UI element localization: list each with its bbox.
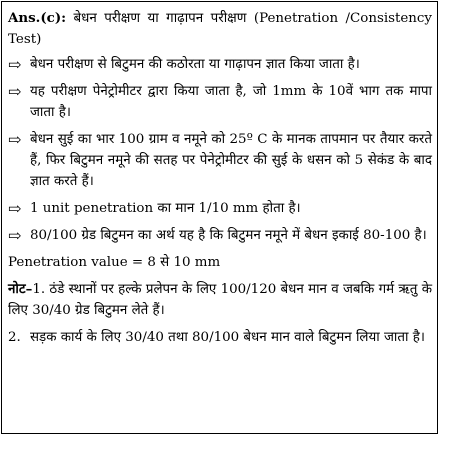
note-item: [8, 279, 432, 321]
bullet-item: [8, 54, 432, 75]
note-text: ठंडे स्थानों पर हल्के प्रलेपन के लिए 100/120 बेधन मान व जबकि गर्म ऋतु के लिए 30/40 ग्रेड बिटुमन लेते हैं।: [8, 282, 432, 318]
answer-box: [1, 1, 438, 434]
answer-heading: [8, 8, 432, 50]
bullet-text: बेधन परीक्षण से बिटुमन की कठोरता या गाढ़ापन ज्ञात किया जाता है।: [30, 57, 360, 72]
bullet-text: 80/100 ग्रेड बिटुमन का अर्थ यह है कि बिटुमन नमूने में बेधन इकाई 80-100 है।: [30, 228, 427, 243]
right-arrow-icon: ⇨: [8, 226, 22, 245]
right-arrow-icon: ⇨: [8, 82, 22, 101]
bullet-text: यह परीक्षण पेनेट्रोमीटर द्वारा किया जाता है, जो 1mm के 10वें भाग तक मापा जाता है।: [30, 84, 432, 120]
bullet-item: [8, 225, 432, 246]
bullet-item: [8, 129, 432, 192]
note-label: नोट–: [8, 281, 33, 297]
right-arrow-icon: ⇨: [8, 55, 22, 74]
answer-label: Ans.(c):: [8, 10, 67, 26]
bullet-text: 1 unit penetration का मान 1/10 mm होता है।: [30, 201, 301, 216]
note-number: 1.: [32, 282, 46, 297]
note-number: 2.: [8, 330, 21, 345]
bullet-text: बेधन सुई का भार 100 ग्राम व नमूने को 25º C के मानक तापमान पर तैयार करते हैं, फिर बिटुमन नमूने की सतह पर पेनेट्रोमीटर की सुई के धसन को 5 सेकंड के बाद ज्ञात करते हैं।: [30, 132, 432, 189]
bullet-item: [8, 198, 432, 219]
note-item: [8, 327, 432, 348]
penetration-value: Penetration value = 8 से 10 mm: [8, 255, 221, 270]
note-text: सड़क कार्य के लिए 30/40 तथा 80/100 बेधन मान वाले बिटुमन लिया जाता है।: [30, 330, 425, 345]
right-arrow-icon: ⇨: [8, 199, 22, 218]
right-arrow-icon: ⇨: [8, 130, 22, 149]
bullet-item: [8, 81, 432, 123]
heading-text: बेधन परीक्षण या गाढ़ापन परीक्षण (Penetration /Consistency Test): [8, 11, 432, 47]
